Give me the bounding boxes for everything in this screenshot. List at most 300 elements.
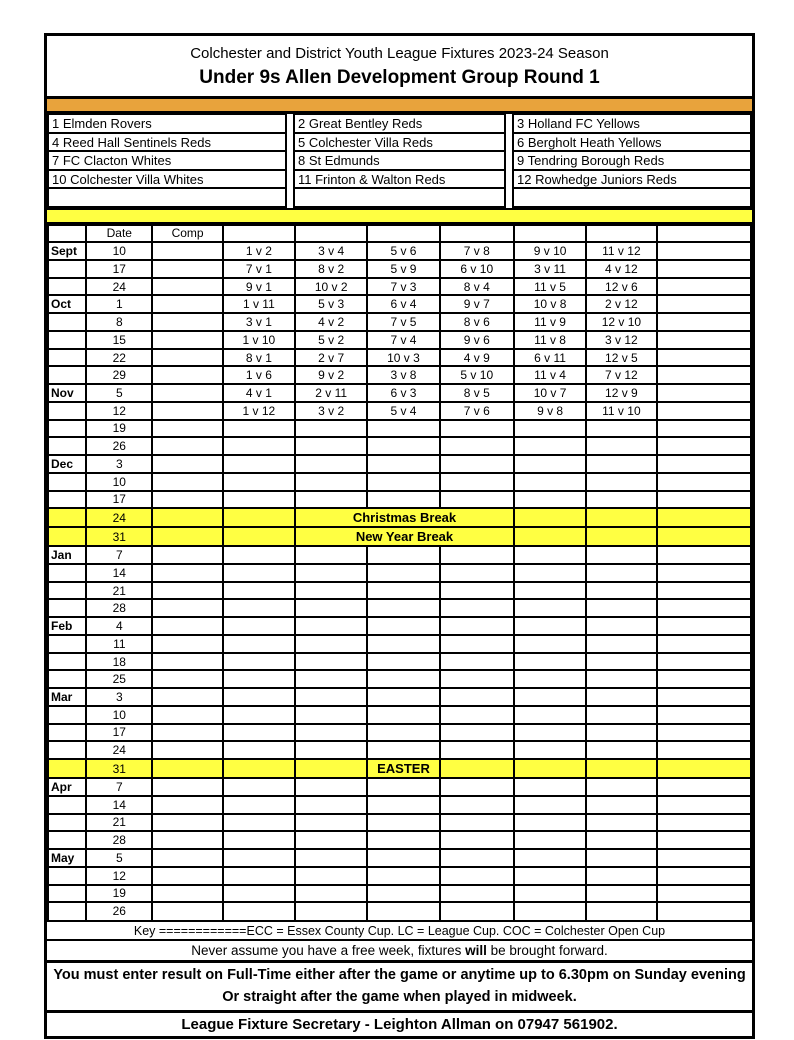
fixture-cell-empty bbox=[223, 814, 295, 832]
comp-cell bbox=[152, 796, 222, 814]
comp-cell bbox=[152, 867, 222, 885]
month-cell: Dec bbox=[48, 455, 86, 473]
date-cell: 24 bbox=[86, 278, 152, 296]
fixture-cell-empty bbox=[223, 778, 295, 796]
comp-cell bbox=[152, 313, 222, 331]
comp-cell bbox=[152, 706, 222, 724]
fixture-cell-empty bbox=[295, 688, 367, 706]
divider-bar-orange bbox=[47, 99, 752, 114]
comp-cell bbox=[152, 527, 222, 546]
fixture-cell: 6 v 4 bbox=[367, 295, 439, 313]
fixture-row bbox=[48, 670, 751, 688]
comp-cell bbox=[152, 546, 222, 564]
month-cell: Mar bbox=[48, 688, 86, 706]
date-cell: 28 bbox=[86, 831, 152, 849]
fixture-cell-empty bbox=[514, 849, 586, 867]
fixture-cell-empty bbox=[223, 473, 295, 491]
trailing-cell bbox=[657, 885, 751, 903]
fixture-cell-empty bbox=[586, 796, 656, 814]
trailing-cell bbox=[657, 706, 751, 724]
comp-cell bbox=[152, 831, 222, 849]
team-entry: 1 Elmden Rovers bbox=[49, 115, 285, 134]
fixture-cell: 1 v 10 bbox=[223, 331, 295, 349]
trailing-cell bbox=[657, 564, 751, 582]
fixture-cell-empty bbox=[514, 796, 586, 814]
comp-cell bbox=[152, 849, 222, 867]
fixture-cell: 1 v 11 bbox=[223, 295, 295, 313]
fixture-cell-empty bbox=[295, 706, 367, 724]
date-cell: 5 bbox=[86, 849, 152, 867]
month-cell: Jan bbox=[48, 546, 86, 564]
fixture-cell-empty bbox=[586, 867, 656, 885]
fixture-row bbox=[48, 295, 751, 313]
fixture-cell-empty bbox=[514, 688, 586, 706]
trailing-cell bbox=[657, 867, 751, 885]
fixture-cell-empty bbox=[586, 724, 656, 742]
fixture-cell-empty bbox=[586, 814, 656, 832]
fixture-cell-empty bbox=[223, 420, 295, 438]
fixture-cell-empty bbox=[586, 599, 656, 617]
fixture-cell-empty bbox=[223, 582, 295, 600]
trailing-cell bbox=[657, 473, 751, 491]
month-cell bbox=[48, 867, 86, 885]
date-cell: 31 bbox=[86, 527, 152, 546]
fixture-cell-empty bbox=[223, 831, 295, 849]
comp-cell bbox=[152, 635, 222, 653]
fixture-cell-empty bbox=[440, 437, 514, 455]
fixture-cell-empty bbox=[586, 778, 656, 796]
month-cell: Apr bbox=[48, 778, 86, 796]
fixture-cell: 9 v 2 bbox=[295, 366, 367, 384]
date-cell: 15 bbox=[86, 331, 152, 349]
trailing-cell bbox=[657, 831, 751, 849]
trailing-header-cell bbox=[657, 225, 751, 243]
trailing-cell bbox=[657, 278, 751, 296]
fixture-cell-empty bbox=[586, 564, 656, 582]
easter-banner: EASTER bbox=[367, 759, 439, 778]
team-entry: 9 Tendring Borough Reds bbox=[514, 152, 750, 171]
notice-free-week bbox=[47, 941, 752, 963]
fixture-cell bbox=[440, 759, 514, 778]
fixture-row bbox=[48, 617, 751, 635]
month-cell bbox=[48, 402, 86, 420]
fixture-row bbox=[48, 508, 751, 527]
date-cell: 22 bbox=[86, 349, 152, 367]
trailing-cell bbox=[657, 724, 751, 742]
month-cell bbox=[48, 564, 86, 582]
fixture-cell-empty bbox=[367, 849, 439, 867]
month-cell bbox=[48, 473, 86, 491]
date-cell: 17 bbox=[86, 260, 152, 278]
trailing-cell bbox=[657, 582, 751, 600]
month-cell bbox=[48, 491, 86, 509]
fixture-cell-empty bbox=[367, 491, 439, 509]
fixture-cell-empty bbox=[514, 724, 586, 742]
fixture-cell-empty bbox=[295, 796, 367, 814]
month-cell bbox=[48, 260, 86, 278]
fixture-cell-empty bbox=[295, 867, 367, 885]
key-legend: Key ============ECC = Essex County Cup. LC = League Cup. COC = Colchester Open Cup bbox=[47, 922, 752, 941]
fixture-cell: 9 v 8 bbox=[514, 402, 586, 420]
fixture-header-cell bbox=[440, 225, 514, 243]
trailing-cell bbox=[657, 437, 751, 455]
fixture-cell: 6 v 11 bbox=[514, 349, 586, 367]
date-cell: 21 bbox=[86, 582, 152, 600]
fixture-cell-empty bbox=[586, 849, 656, 867]
comp-cell bbox=[152, 814, 222, 832]
fixture-cell bbox=[223, 508, 295, 527]
fixture-cell-empty bbox=[514, 741, 586, 759]
fixture-row bbox=[48, 778, 751, 796]
trailing-cell bbox=[657, 653, 751, 671]
fixture-cell-empty bbox=[295, 617, 367, 635]
fixture-cell bbox=[514, 759, 586, 778]
trailing-cell bbox=[657, 546, 751, 564]
fixture-row bbox=[48, 331, 751, 349]
comp-cell bbox=[152, 688, 222, 706]
fixture-row bbox=[48, 831, 751, 849]
fixture-cell-empty bbox=[514, 670, 586, 688]
notice-free-week-tail: be brought forward. bbox=[486, 942, 608, 958]
fixture-cell: 3 v 12 bbox=[586, 331, 656, 349]
fixture-cell-empty bbox=[514, 564, 586, 582]
fixture-cell-empty bbox=[514, 473, 586, 491]
fixture-cell-empty bbox=[223, 867, 295, 885]
fixture-sheet bbox=[44, 33, 755, 1039]
fixture-cell: 7 v 3 bbox=[367, 278, 439, 296]
fixture-cell-empty bbox=[223, 564, 295, 582]
trailing-cell bbox=[657, 688, 751, 706]
date-cell: 19 bbox=[86, 420, 152, 438]
fixture-cell-empty bbox=[367, 814, 439, 832]
teams-table bbox=[47, 114, 752, 208]
fixture-cell-empty bbox=[367, 688, 439, 706]
trailing-cell bbox=[657, 796, 751, 814]
trailing-cell bbox=[657, 778, 751, 796]
trailing-cell bbox=[657, 508, 751, 527]
divider-bar-yellow bbox=[47, 208, 752, 224]
fixture-cell: 12 v 5 bbox=[586, 349, 656, 367]
notice-free-week-bold: will bbox=[465, 942, 487, 958]
fixture-row bbox=[48, 384, 751, 402]
fixture-cell-empty bbox=[514, 455, 586, 473]
trailing-cell bbox=[657, 455, 751, 473]
fixture-cell-empty bbox=[586, 902, 656, 920]
fixture-cell: 7 v 8 bbox=[440, 242, 514, 260]
month-cell bbox=[48, 885, 86, 903]
fixture-cell-empty bbox=[295, 582, 367, 600]
fixture-cell: 2 v 11 bbox=[295, 384, 367, 402]
fixture-row bbox=[48, 564, 751, 582]
fixture-cell-empty bbox=[586, 491, 656, 509]
fixture-row bbox=[48, 688, 751, 706]
fixture-row bbox=[48, 759, 751, 778]
team-entry: 2 Great Bentley Reds bbox=[295, 115, 504, 134]
fixture-header-cell bbox=[514, 225, 586, 243]
fixture-cell-empty bbox=[367, 741, 439, 759]
fixture-cell: 3 v 11 bbox=[514, 260, 586, 278]
comp-cell bbox=[152, 402, 222, 420]
fixture-cell-empty bbox=[440, 582, 514, 600]
comp-cell bbox=[152, 564, 222, 582]
fixture-cell-empty bbox=[440, 741, 514, 759]
team-entry: 3 Holland FC Yellows bbox=[514, 115, 750, 134]
fixture-row bbox=[48, 278, 751, 296]
date-cell: 18 bbox=[86, 653, 152, 671]
comp-cell bbox=[152, 242, 222, 260]
fixture-cell: 5 v 6 bbox=[367, 242, 439, 260]
secretary-contact: League Fixture Secretary - Leighton Allman on 07947 561902. bbox=[181, 1015, 618, 1033]
comp-cell bbox=[152, 420, 222, 438]
trailing-cell bbox=[657, 420, 751, 438]
fixture-cell-empty bbox=[440, 491, 514, 509]
fixture-cell-empty bbox=[223, 796, 295, 814]
date-cell: 14 bbox=[86, 564, 152, 582]
comp-cell bbox=[152, 455, 222, 473]
fixture-cell-empty bbox=[440, 849, 514, 867]
fixture-cell-empty bbox=[295, 635, 367, 653]
fixture-cell-empty bbox=[223, 491, 295, 509]
fixture-header-cell bbox=[586, 225, 656, 243]
fixture-cell-empty bbox=[367, 867, 439, 885]
comp-cell bbox=[152, 617, 222, 635]
fixture-cell-empty bbox=[586, 617, 656, 635]
month-cell bbox=[48, 349, 86, 367]
date-cell: 10 bbox=[86, 242, 152, 260]
trailing-cell bbox=[657, 741, 751, 759]
fixture-cell-empty bbox=[586, 831, 656, 849]
comp-cell bbox=[152, 759, 222, 778]
fixture-cell-empty bbox=[367, 670, 439, 688]
fixture-header-cell bbox=[367, 225, 439, 243]
fixture-cell-empty bbox=[440, 455, 514, 473]
trailing-cell bbox=[657, 635, 751, 653]
fixture-cell bbox=[223, 759, 295, 778]
date-cell: 14 bbox=[86, 796, 152, 814]
fixture-cell-empty bbox=[440, 688, 514, 706]
month-cell bbox=[48, 653, 86, 671]
fixture-cell: 8 v 2 bbox=[295, 260, 367, 278]
date-cell: 24 bbox=[86, 741, 152, 759]
trailing-cell bbox=[657, 242, 751, 260]
comp-cell bbox=[152, 582, 222, 600]
fixture-cell: 5 v 3 bbox=[295, 295, 367, 313]
comp-cell bbox=[152, 885, 222, 903]
notice-free-week-text: Never assume you have a free week, fixtures bbox=[191, 942, 466, 958]
fixture-cell: 8 v 6 bbox=[440, 313, 514, 331]
comp-cell bbox=[152, 366, 222, 384]
month-cell bbox=[48, 599, 86, 617]
month-cell bbox=[48, 814, 86, 832]
fixture-cell-empty bbox=[295, 564, 367, 582]
date-cell: 26 bbox=[86, 902, 152, 920]
fixture-cell-empty bbox=[514, 437, 586, 455]
comp-cell bbox=[152, 508, 222, 527]
fixture-cell: 7 v 5 bbox=[367, 313, 439, 331]
team-entry: 10 Colchester Villa Whites bbox=[49, 171, 285, 190]
trailing-cell bbox=[657, 849, 751, 867]
fixture-cell: 8 v 5 bbox=[440, 384, 514, 402]
fixture-cell: 2 v 12 bbox=[586, 295, 656, 313]
month-cell bbox=[48, 331, 86, 349]
trailing-cell bbox=[657, 295, 751, 313]
fixture-cell-empty bbox=[295, 491, 367, 509]
fixture-cell-empty bbox=[295, 473, 367, 491]
fixture-cell-empty bbox=[586, 885, 656, 903]
comp-cell bbox=[152, 670, 222, 688]
team-column-2 bbox=[293, 114, 506, 208]
fixture-cell-empty bbox=[295, 546, 367, 564]
date-cell: 1 bbox=[86, 295, 152, 313]
comp-cell bbox=[152, 741, 222, 759]
fixture-cell-empty bbox=[223, 849, 295, 867]
date-cell: 11 bbox=[86, 635, 152, 653]
team-entry: 4 Reed Hall Sentinels Reds bbox=[49, 134, 285, 153]
title-block bbox=[47, 36, 752, 99]
month-cell: Feb bbox=[48, 617, 86, 635]
fixture-cell-empty bbox=[367, 473, 439, 491]
fixture-cell-empty bbox=[440, 670, 514, 688]
fixture-cell-empty bbox=[223, 902, 295, 920]
fixture-row bbox=[48, 402, 751, 420]
fixture-cell: 11 v 8 bbox=[514, 331, 586, 349]
fixture-row bbox=[48, 653, 751, 671]
fixture-cell-empty bbox=[295, 741, 367, 759]
date-cell: 28 bbox=[86, 599, 152, 617]
fixture-cell: 3 v 1 bbox=[223, 313, 295, 331]
fixture-cell: 12 v 6 bbox=[586, 278, 656, 296]
fixture-row bbox=[48, 473, 751, 491]
fixture-cell-empty bbox=[586, 741, 656, 759]
fixture-cell-empty bbox=[295, 814, 367, 832]
trailing-cell bbox=[657, 527, 751, 546]
date-cell: 3 bbox=[86, 688, 152, 706]
date-cell: 10 bbox=[86, 473, 152, 491]
fixture-cell-empty bbox=[223, 599, 295, 617]
month-cell bbox=[48, 706, 86, 724]
fixture-cell-empty bbox=[440, 902, 514, 920]
fixture-cell bbox=[586, 508, 656, 527]
fixture-cell-empty bbox=[295, 455, 367, 473]
fixture-cell-empty bbox=[440, 831, 514, 849]
fixture-cell-empty bbox=[514, 617, 586, 635]
fixture-cell: 12 v 9 bbox=[586, 384, 656, 402]
month-cell bbox=[48, 902, 86, 920]
fixture-cell-empty bbox=[586, 635, 656, 653]
fixture-cell: 5 v 4 bbox=[367, 402, 439, 420]
fixture-cell-empty bbox=[440, 778, 514, 796]
fixture-cell-empty bbox=[223, 455, 295, 473]
fixture-cell: 6 v 10 bbox=[440, 260, 514, 278]
fixture-row bbox=[48, 814, 751, 832]
break-banner: Christmas Break bbox=[295, 508, 514, 527]
date-cell: 10 bbox=[86, 706, 152, 724]
fixture-cell-empty bbox=[586, 688, 656, 706]
trailing-cell bbox=[657, 491, 751, 509]
date-cell: 17 bbox=[86, 724, 152, 742]
fixture-cell-empty bbox=[514, 778, 586, 796]
fixture-cell-empty bbox=[514, 867, 586, 885]
date-cell: 7 bbox=[86, 546, 152, 564]
fixture-cell: 1 v 6 bbox=[223, 366, 295, 384]
fixture-cell-empty bbox=[440, 885, 514, 903]
date-cell: 24 bbox=[86, 508, 152, 527]
fixture-cell-empty bbox=[295, 724, 367, 742]
fixture-cell-empty bbox=[223, 546, 295, 564]
month-cell bbox=[48, 278, 86, 296]
fixture-cell-empty bbox=[223, 670, 295, 688]
fixture-cell-empty bbox=[223, 437, 295, 455]
fixture-cell-empty bbox=[440, 706, 514, 724]
fixture-cell bbox=[514, 508, 586, 527]
fixture-cell-empty bbox=[367, 564, 439, 582]
fixture-cell: 5 v 9 bbox=[367, 260, 439, 278]
fixture-cell: 6 v 3 bbox=[367, 384, 439, 402]
fixture-row bbox=[48, 885, 751, 903]
date-cell: 21 bbox=[86, 814, 152, 832]
fixture-cell-empty bbox=[295, 849, 367, 867]
date-cell: 4 bbox=[86, 617, 152, 635]
trailing-cell bbox=[657, 260, 751, 278]
fixture-cell: 8 v 1 bbox=[223, 349, 295, 367]
trailing-cell bbox=[657, 384, 751, 402]
fixture-cell: 7 v 6 bbox=[440, 402, 514, 420]
fixture-cell-empty bbox=[295, 670, 367, 688]
fixture-cell-empty bbox=[440, 473, 514, 491]
fixture-cell: 11 v 12 bbox=[586, 242, 656, 260]
fixture-cell: 9 v 1 bbox=[223, 278, 295, 296]
notice-results: You must enter result on Full-Time either after the game or anytime up to 6.30pm on Sunday evening Or straight after the game when played in midweek. bbox=[47, 963, 752, 1013]
fixture-cell-empty bbox=[514, 491, 586, 509]
comp-cell bbox=[152, 653, 222, 671]
fixture-cell-empty bbox=[440, 724, 514, 742]
fixture-cell-empty bbox=[586, 473, 656, 491]
date-cell: 12 bbox=[86, 867, 152, 885]
date-cell: 12 bbox=[86, 402, 152, 420]
fixture-cell: 11 v 9 bbox=[514, 313, 586, 331]
fixture-cell: 7 v 1 bbox=[223, 260, 295, 278]
fixture-row bbox=[48, 420, 751, 438]
trailing-cell bbox=[657, 313, 751, 331]
comp-cell bbox=[152, 260, 222, 278]
comp-cell bbox=[152, 349, 222, 367]
fixture-cell-empty bbox=[295, 437, 367, 455]
month-cell bbox=[48, 635, 86, 653]
fixture-row bbox=[48, 313, 751, 331]
fixture-cell-empty bbox=[367, 437, 439, 455]
trailing-cell bbox=[657, 902, 751, 920]
comp-cell bbox=[152, 902, 222, 920]
fixture-cell-empty bbox=[295, 653, 367, 671]
date-cell: 31 bbox=[86, 759, 152, 778]
fixture-row bbox=[48, 242, 751, 260]
fixture-cell-empty bbox=[367, 635, 439, 653]
fixture-cell-empty bbox=[223, 885, 295, 903]
month-cell bbox=[48, 527, 86, 546]
fixture-header-cell bbox=[223, 225, 295, 243]
date-cell: 19 bbox=[86, 885, 152, 903]
team-entry: 7 FC Clacton Whites bbox=[49, 152, 285, 171]
fixture-cell-empty bbox=[295, 831, 367, 849]
date-cell: 17 bbox=[86, 491, 152, 509]
month-cell bbox=[48, 831, 86, 849]
fixture-cell bbox=[295, 759, 367, 778]
fixture-cell-empty bbox=[367, 617, 439, 635]
fixture-cell-empty bbox=[514, 635, 586, 653]
fixture-cell-empty bbox=[223, 688, 295, 706]
fixture-cell: 11 v 4 bbox=[514, 366, 586, 384]
fixture-cell-empty bbox=[367, 582, 439, 600]
